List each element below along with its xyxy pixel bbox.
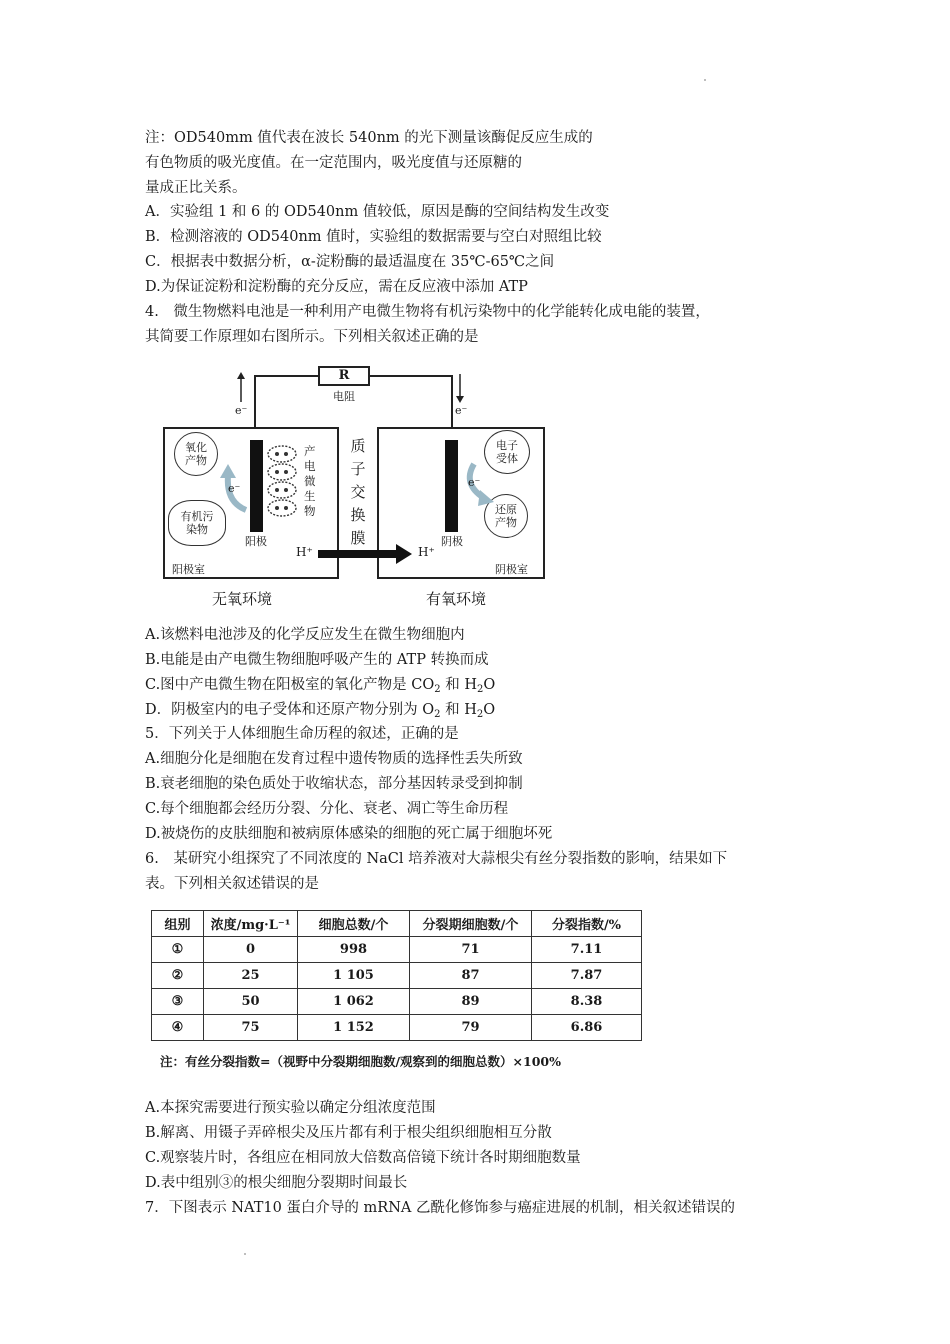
table-cell: 7.87 (532, 963, 642, 989)
q4-option-d-text: O (483, 702, 496, 718)
note-line: 注：OD540mm 值代表在波长 540nm 的光下测量该酶促反应生成的 (145, 130, 593, 146)
q6-stem-line1: 6. 某研究小组探究了不同浓度的 NaCl 培养液对大蒜根尖有丝分裂指数的影响，结果如下 (145, 851, 728, 867)
resistor: R (318, 366, 370, 386)
q3-option-a: A．实验组 1 和 6 的 OD540nm 值较低，原因是酶的空间结构发生改变 (145, 204, 610, 220)
scan-dot (704, 79, 706, 81)
table-row (152, 989, 642, 1015)
q3-option-c: C．根据表中数据分析，α-淀粉酶的最适温度在 35℃-65℃之间 (145, 254, 555, 270)
subscript: 2 (477, 684, 484, 695)
table-cell: ④ (152, 1015, 204, 1041)
table-cell: ③ (152, 989, 204, 1015)
q4-option-a: A.该燃料电池涉及的化学反应发生在微生物细胞内 (145, 627, 465, 643)
q4-option-d-text: 和 H (440, 702, 477, 718)
membrane-label: 质子交换膜 (350, 437, 366, 547)
table-cell: 998 (298, 937, 410, 963)
q6-option-b: B.解离、用镊子弄碎根尖及压片都有利于根尖组织细胞相互分散 (145, 1125, 552, 1141)
table-cell: 50 (204, 989, 298, 1015)
table-cell: 79 (410, 1015, 532, 1041)
nacl-table (151, 910, 642, 1041)
electron-acceptor-blob: 电子受体 (484, 430, 530, 474)
table-cell: 1 105 (298, 963, 410, 989)
reduced-product-blob: 还原产物 (484, 494, 528, 538)
table-cell: 1 062 (298, 989, 410, 1015)
table-row (152, 1015, 642, 1041)
table-cell: 6.86 (532, 1015, 642, 1041)
subscript: 2 (434, 709, 441, 720)
anaerobic-caption: 无氧环境 (212, 590, 273, 608)
table-cell: ① (152, 937, 204, 963)
q4-stem-line1: 4. 微生物燃料电池是一种利用产电微生物将有机污染物中的化学能转化成电能的装置， (145, 304, 710, 320)
q4-option-c-text: C.图中产电微生物在阳极室的氧化产物是 CO (145, 677, 435, 693)
wire-right-horizontal (370, 375, 453, 377)
anode-label: 阳极 (245, 535, 267, 548)
table-header: 浓度/mg·L⁻¹ (204, 911, 298, 937)
electron-label-inner-right: e⁻ (468, 476, 481, 489)
table-cell: 75 (204, 1015, 298, 1041)
scan-dot (244, 1253, 246, 1255)
resistor-label: 电阻 (333, 390, 355, 403)
table-note: 注：有丝分裂指数=（视野中分裂期细胞数/观察到的细胞总数）×100% (160, 1054, 561, 1069)
table-cell: 71 (410, 937, 532, 963)
electron-up-arrow (236, 372, 246, 404)
q6-stem-line2: 表。下列相关叙述错误的是 (145, 876, 319, 892)
table-header: 分裂指数/% (532, 911, 642, 937)
proton-label-left: H⁺ (296, 545, 313, 559)
q3-option-b: B．检测溶液的 OD540nm 值时，实验组的数据需要与空白对照组比较 (145, 229, 602, 245)
q5-option-c: C.每个细胞都会经历分裂、分化、衰老、凋亡等生命历程 (145, 801, 509, 817)
q7-stem: 7．下图表示 NAT10 蛋白介导的 mRNA 乙酰化修饰参与癌症进展的机制，相关叙述错误的 (145, 1200, 735, 1216)
microbe-icon (264, 444, 300, 524)
q5-option-d: D.被烧伤的皮肤细胞和被病原体感染的细胞的死亡属于细胞坏死 (145, 826, 553, 842)
q5-stem: 5．下列关于人体细胞生命历程的叙述，正确的是 (145, 726, 459, 742)
microbe-label: 产电微生物 (304, 444, 316, 518)
q5-option-a: A.细胞分化是细胞在发育过程中遗传物质的选择性丢失所致 (145, 751, 523, 767)
q6-option-c: C.观察装片时，各组应在相同放大倍数高倍镜下统计各时期细胞数量 (145, 1150, 581, 1166)
q5-option-b: B.衰老细胞的染色质处于收缩状态，部分基因转录受到抑制 (145, 776, 523, 792)
table-row (152, 937, 642, 963)
subscript: 2 (434, 684, 441, 695)
table-row (152, 963, 642, 989)
table-cell: ② (152, 963, 204, 989)
q4-stem-line2: 其简要工作原理如右图所示。下列相关叙述正确的是 (145, 329, 479, 345)
q6-option-d: D.表中组别③的根尖细胞分裂期时间最长 (145, 1175, 408, 1191)
q3-option-d: D.为保证淀粉和淀粉酶的充分反应，需在反应液中添加 ATP (145, 279, 528, 295)
q4-option-c-text: O (483, 677, 496, 693)
q4-option-c (145, 676, 495, 699)
table-cell: 87 (410, 963, 532, 989)
aerobic-caption: 有氧环境 (426, 590, 487, 608)
cathode-room-label: 阴极室 (495, 563, 528, 576)
table-cell: 89 (410, 989, 532, 1015)
electron-label-right: e⁻ (455, 404, 468, 417)
table-cell: 8.38 (532, 989, 642, 1015)
wire-left-horizontal (254, 375, 318, 377)
table-cell: 7.11 (532, 937, 642, 963)
table-cell: 1 152 (298, 1015, 410, 1041)
table-header: 细胞总数/个 (298, 911, 410, 937)
table-header: 分裂期细胞数/个 (410, 911, 532, 937)
electron-label-left: e⁻ (235, 404, 248, 417)
cathode-label: 阴极 (441, 535, 463, 548)
pollutant-blob: 有机污染物 (168, 500, 226, 546)
cathode-electrode (445, 440, 458, 532)
anode-room-label: 阳极室 (172, 563, 205, 576)
table-header: 组别 (152, 911, 204, 937)
q4-option-c-text: 和 H (440, 677, 478, 693)
proton-label-right: H⁺ (418, 545, 435, 559)
electron-down-arrow (455, 372, 465, 404)
subscript: 2 (476, 709, 484, 720)
q6-option-a: A.本探究需要进行预实验以确定分组浓度范围 (145, 1100, 436, 1116)
note-line: 量成正比关系。 (145, 180, 247, 196)
q4-option-d (145, 701, 495, 724)
table-cell: 0 (204, 937, 298, 963)
table-header-row (152, 911, 642, 937)
q4-option-d-text: D．阴极室内的电子受体和还原产物分别为 O (145, 702, 435, 718)
table-cell: 25 (204, 963, 298, 989)
proton-arrow (318, 544, 414, 564)
electron-label-inner-left: e⁻ (228, 482, 241, 495)
note-line: 有色物质的吸光度值。在一定范围内，吸光度值与还原糖的 (145, 155, 522, 171)
q4-option-b: B.电能是由产电微生物细胞呼吸产生的 ATP 转换而成 (145, 652, 489, 668)
oxidation-product-blob: 氧化产物 (174, 432, 218, 476)
